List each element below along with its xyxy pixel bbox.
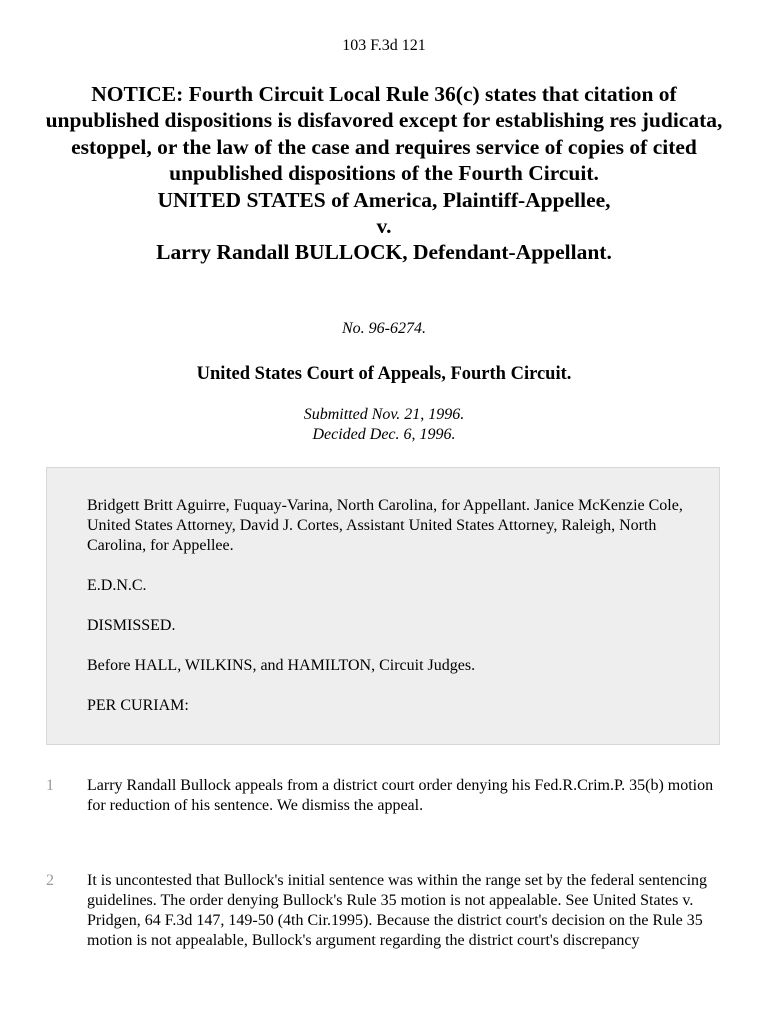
paragraph-text: Larry Randall Bullock appeals from a district court order denying his Fed.R.Crim.P. 35(b) motion for reduction of his sentence. We dismiss the appeal. bbox=[87, 777, 714, 814]
case-metadata-box bbox=[46, 467, 720, 745]
docket-number: No. 96-6274. bbox=[342, 320, 426, 337]
versus-label: v. bbox=[376, 214, 392, 239]
case-heading bbox=[40, 81, 728, 266]
paragraph-number: 2 bbox=[46, 872, 54, 889]
district-court: E.D.N.C. bbox=[87, 577, 147, 594]
panel-judges: Before HALL, WILKINS, and HAMILTON, Circuit Judges. bbox=[87, 657, 476, 674]
case-dates bbox=[0, 405, 768, 445]
defendant-name: Larry Randall BULLOCK, Defendant-Appellant. bbox=[156, 240, 612, 265]
decided-date: Decided Dec. 6, 1996. bbox=[312, 426, 456, 443]
paragraph-text: It is uncontested that Bullock's initial sentence was within the range set by the federal sentencing guidelines. The order denying Bullock's Rule 35 motion is not appealable. See United States v. Pridgen, 64 F.3d 147, 149-50 (4th Cir.1995). Because the district court's decision on the Rule 35 motion is not appealable, Bullock's argument regarding the district court's discrepancy bbox=[87, 872, 708, 949]
paragraph-number: 1 bbox=[46, 777, 54, 794]
case-citation: 103 F.3d 121 bbox=[342, 37, 426, 54]
court-name: United States Court of Appeals, Fourth Circuit. bbox=[196, 364, 572, 384]
counsel-info: Bridgett Britt Aguirre, Fuquay-Varina, North Carolina, for Appellant. Janice McKenzie Cole, United States Attorney, David J. Cortes, Assistant United States Attorney, Raleigh, North Carolina, for Appellee. bbox=[87, 497, 683, 554]
disposition: DISMISSED. bbox=[87, 617, 176, 634]
notice-text: NOTICE: Fourth Circuit Local Rule 36(c) states that citation of unpublished dispositions is disfavored except for establishing res judicata, estoppel, or the law of the case and requires service of copies of cited unpublished dispositions of the Fourth Circuit. bbox=[45, 82, 723, 186]
submitted-date: Submitted Nov. 21, 1996. bbox=[303, 406, 465, 423]
plaintiff-name: UNITED STATES of America, Plaintiff-Appellee, bbox=[157, 187, 611, 212]
per-curiam-label: PER CURIAM: bbox=[87, 697, 189, 714]
